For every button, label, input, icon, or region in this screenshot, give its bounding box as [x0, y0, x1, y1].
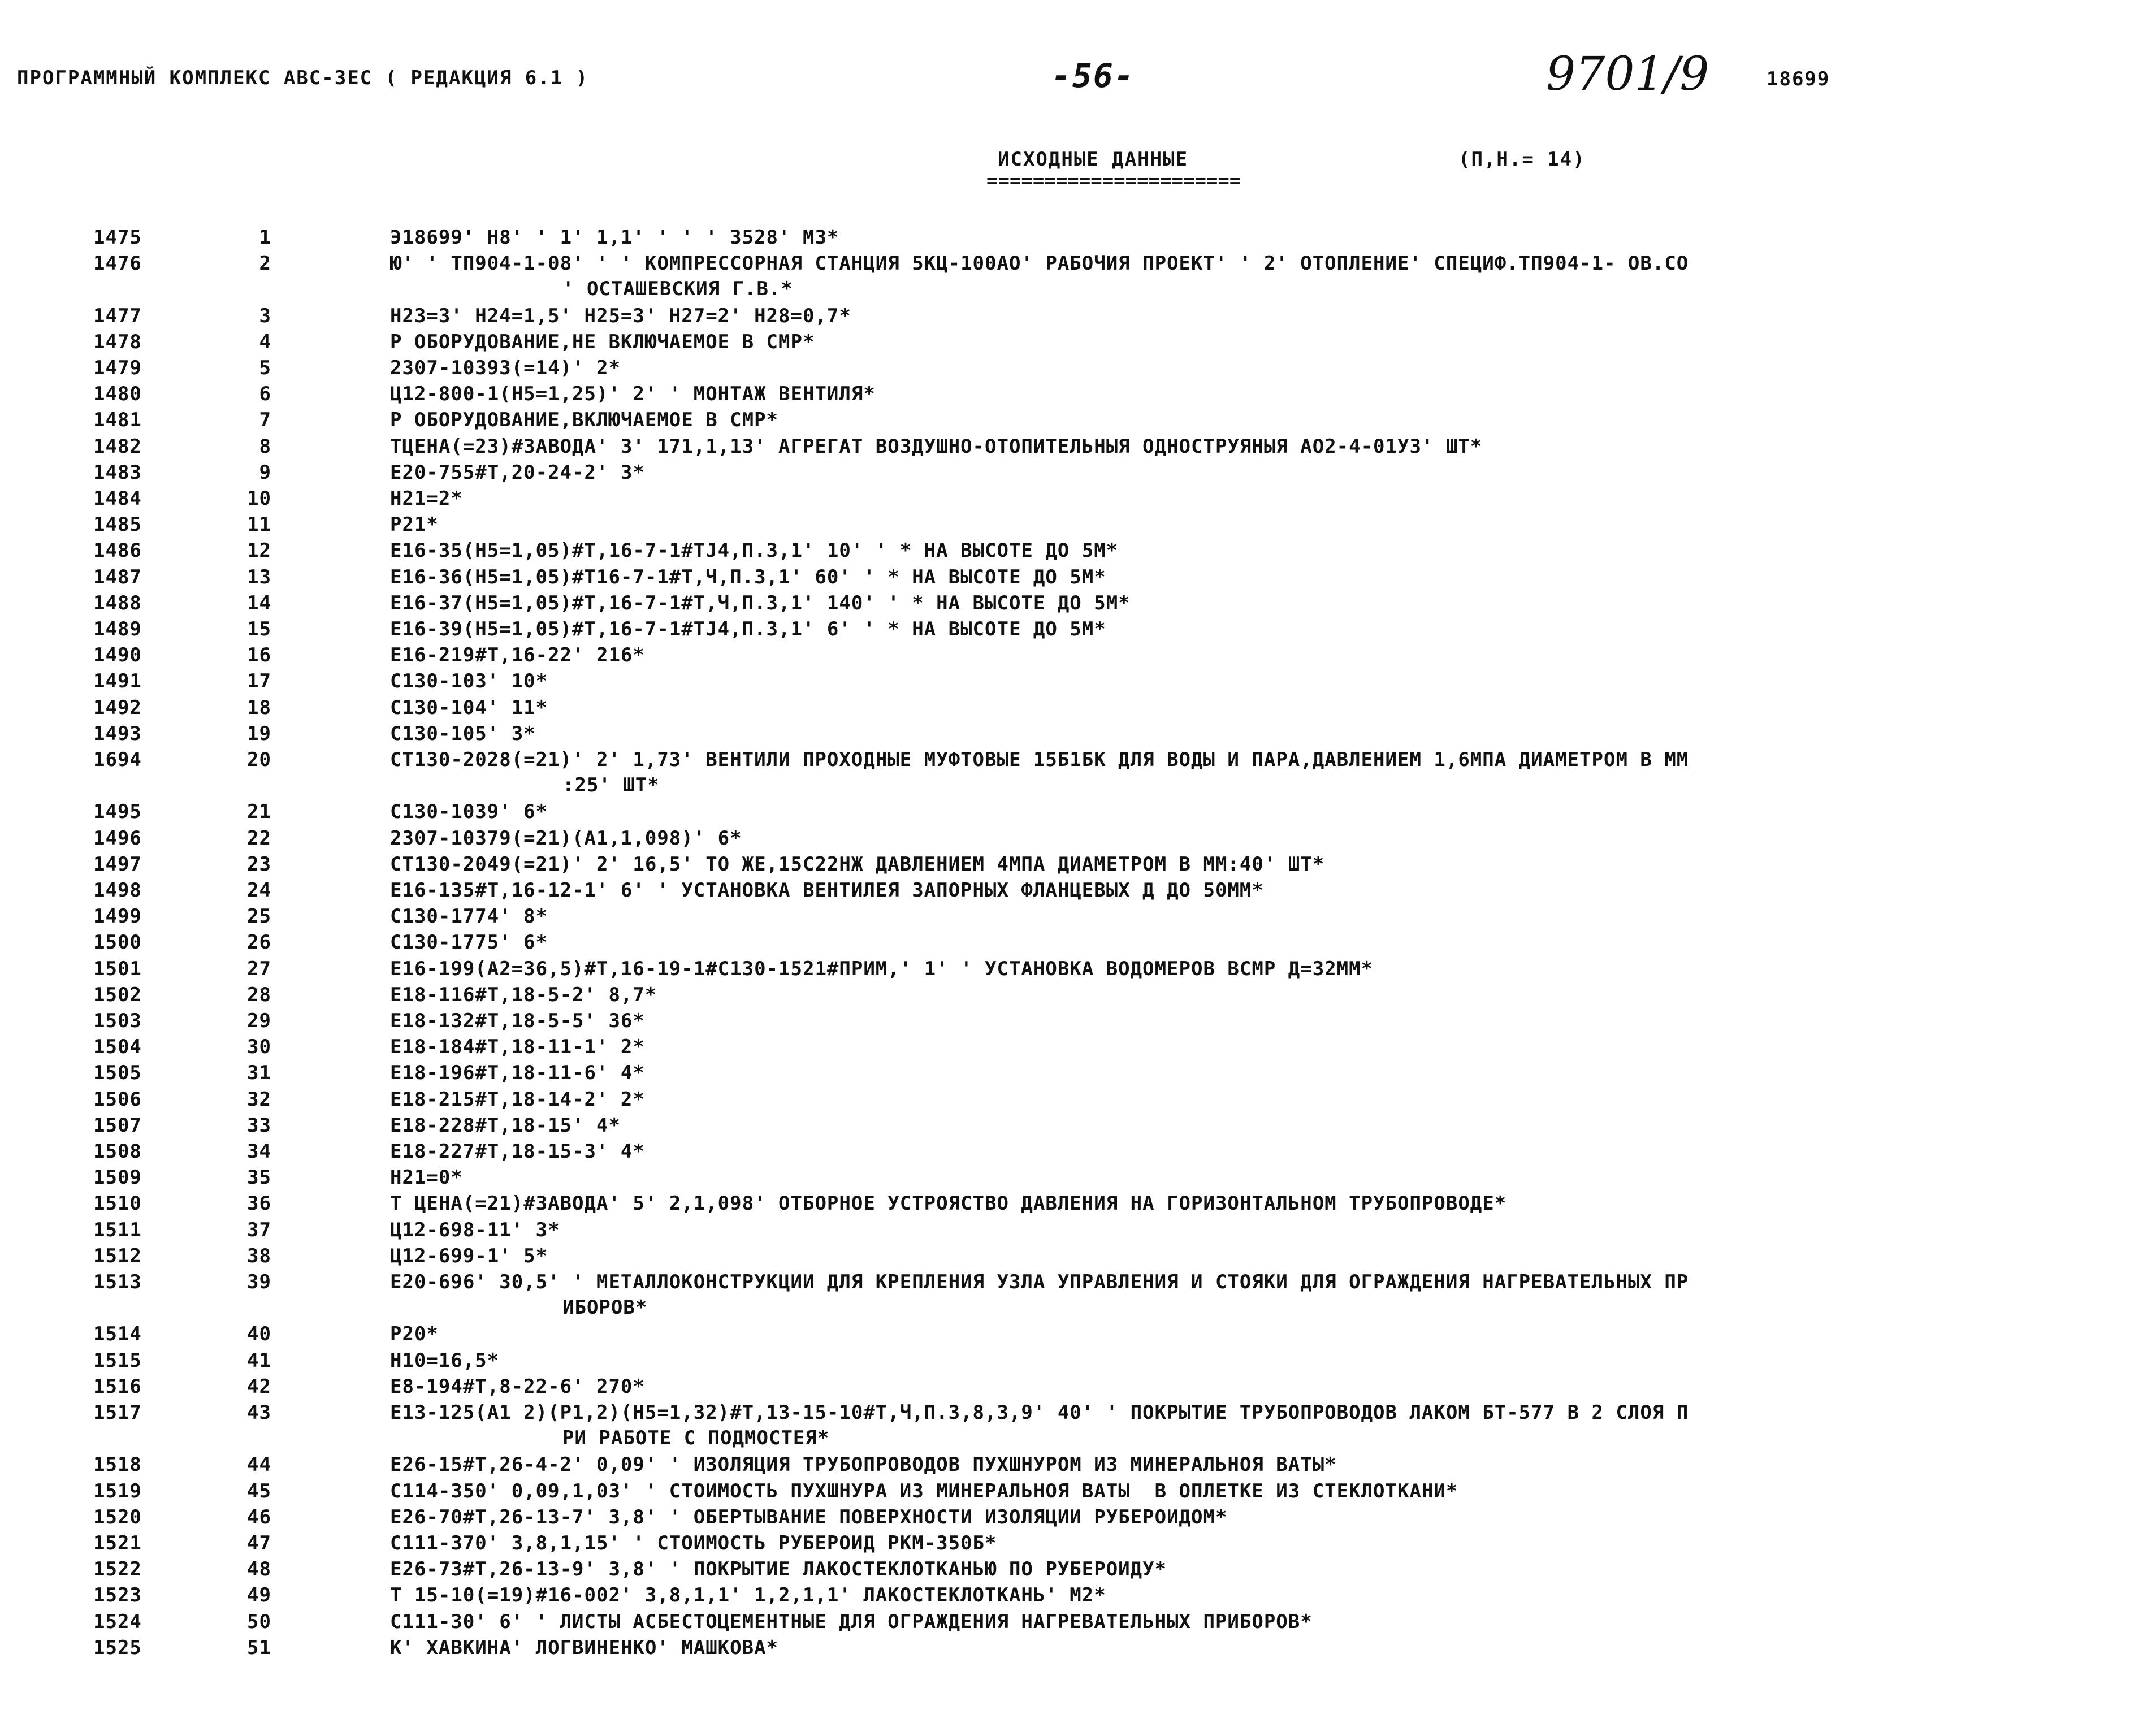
record-text: Е20-696' 30,5' ' МЕТАЛЛОКОНСТРУКЦИИ ДЛЯ КРЕПЛЕНИЯ УЗЛА УПРАВЛЕНИЯ И СТОЯКИ ДЛЯ ОГРАЖДЕНИЯ НАГРЕВАТЕЛЬНЫХ ПР [390, 1271, 1689, 1293]
sequence-number: 4 [259, 330, 271, 353]
line-number: 1510 [93, 1192, 142, 1215]
record-text: Е26-15#Т,26-4-2' 0,09' ' ИЗОЛЯЦИЯ ТРУБОПРОВОДОВ ПУХШНУРОМ ИЗ МИНЕРАЛЬНОЯ ВАТЫ* [390, 1453, 1337, 1477]
line-number: 1491 [93, 670, 142, 693]
record-text: Р ОБОРУДОВАНИЕ,ВКЛЮЧАЕМОЕ В СМР* [390, 409, 779, 432]
line-number: 1524 [93, 1610, 142, 1633]
record-text: 2307-10393(=14)' 2* [390, 357, 621, 379]
record-text: С130-1039' 6* [390, 800, 548, 824]
sequence-number: 17 [247, 670, 271, 693]
sequence-number: 40 [247, 1323, 271, 1346]
sequence-number: 47 [247, 1532, 271, 1555]
record-text: Н10=16,5* [390, 1349, 500, 1372]
sequence-number: 9 [259, 461, 271, 484]
line-number: 1516 [93, 1375, 142, 1398]
sequence-number: 3 [259, 304, 271, 327]
sequence-number: 5 [259, 357, 271, 379]
line-number: 1483 [93, 461, 142, 484]
line-number: 1512 [93, 1244, 142, 1267]
record-text: ТЦЕНА(=23)#ЗАВОДА' 3' 171,1,13' АГРЕГАТ ВОЗДУШНО-ОТОПИТЕЛЬНЫЯ ОДНОСТРУЯНЫЯ АО2-4-01УЗ' ШТ* [390, 435, 1483, 458]
line-number: 1497 [93, 852, 142, 876]
record-text: Р21* [390, 513, 439, 536]
record-text: Е16-36(Н5=1,05)#Т16-7-1#Т,Ч,П.3,1' 60' ' * НА ВЫСОТЕ ДО 5М* [390, 565, 1106, 588]
sequence-number: 25 [247, 905, 271, 928]
line-number: 1509 [93, 1166, 142, 1189]
line-number: 1492 [93, 696, 142, 719]
line-number: 1514 [93, 1323, 142, 1346]
record-text: Н23=3' Н24=1,5' Н25=3' Н27=2' Н28=0,7* [390, 304, 851, 327]
page-counter-label: (П,Н.= 14) [1458, 148, 1586, 171]
sequence-number: 12 [247, 539, 271, 562]
line-number: 1490 [93, 644, 142, 667]
line-number: 1495 [93, 800, 142, 824]
record-text: 2307-10379(=21)(А1,1,098)' 6* [390, 826, 742, 850]
line-number: 1480 [93, 383, 142, 406]
sequence-number: 51 [247, 1636, 271, 1659]
program-header: ПРОГРАММНЫЙ КОМПЛЕКС АВС-3ЕС ( РЕДАКЦИЯ 6.1 ) [17, 67, 589, 89]
line-number: 1493 [93, 722, 142, 745]
record-text: Р ОБОРУДОВАНИЕ,НЕ ВКЛЮЧАЕМОЕ В СМР* [390, 330, 815, 353]
record-text: Э18699' Н8' ' 1' 1,1' ' ' ' 3528' М3* [390, 226, 839, 249]
line-number: 1487 [93, 565, 142, 588]
line-number: 1498 [93, 879, 142, 902]
record-text: Е16-37(Н5=1,05)#Т,16-7-1#Т,Ч,П.3,1' 140' ' * НА ВЫСОТЕ ДО 5М* [390, 591, 1131, 614]
line-number: 1503 [93, 1010, 142, 1032]
line-number: 1486 [93, 539, 142, 562]
sequence-number: 35 [247, 1166, 271, 1189]
record-text: Е16-135#Т,16-12-1' 6' ' УСТАНОВКА ВЕНТИЛЕЯ ЗАПОРНЫХ ФЛАНЦЕВЫХ Д ДО 50ММ* [390, 879, 1264, 902]
sequence-number: 29 [247, 1010, 271, 1032]
record-text: Ц12-800-1(Н5=1,25)' 2' ' МОНТАЖ ВЕНТИЛЯ* [390, 383, 876, 406]
sequence-number: 22 [247, 826, 271, 850]
sequence-number: 32 [247, 1088, 271, 1111]
line-number: 1484 [93, 487, 142, 510]
record-text: Е18-228#Т,18-15' 4* [390, 1114, 621, 1137]
record-text: Р20* [390, 1323, 439, 1346]
record-text: Т ЦЕНА(=21)#ЗАВОДА' 5' 2,1,098' ОТБОРНОЕ УСТРОЯСТВО ДАВЛЕНИЯ НА ГОРИЗОНТАЛЬНОМ ТРУБОПРОВОДЕ* [390, 1192, 1507, 1215]
sequence-number: 33 [247, 1114, 271, 1137]
record-text: Е18-116#Т,18-5-2' 8,7* [390, 983, 657, 1006]
record-text: Е16-199(А2=36,5)#Т,16-19-1#С130-1521#ПРИМ,' 1' ' УСТАНОВКА ВОДОМЕРОВ ВСМР Д=32ММ* [390, 957, 1374, 980]
record-text: Е13-125(А1 2)(Р1,2)(Н5=1,32)#Т,13-15-10#Т,Ч,П.3,8,3,9' 40' ' ПОКРЫТИЕ ТРУБОПРОВОДОВ ЛАКОМ БТ-577 В 2 СЛОЯ П [390, 1401, 1689, 1424]
record-text: К' ХАВКИНА' ЛОГВИНЕНКО' МАШКОВА* [390, 1636, 779, 1659]
line-number: 1502 [93, 983, 142, 1006]
sequence-number: 13 [247, 565, 271, 588]
line-number: 1523 [93, 1584, 142, 1607]
record-text: Ц12-699-1' 5* [390, 1244, 548, 1267]
record-text: Ц12-698-11' 3* [390, 1218, 560, 1241]
sequence-number: 19 [247, 722, 271, 745]
line-number: 1477 [93, 304, 142, 327]
record-text: С130-104' 11* [390, 696, 548, 719]
sequence-number: 31 [247, 1062, 271, 1085]
line-number: 1519 [93, 1479, 142, 1503]
line-number: 1505 [93, 1062, 142, 1085]
line-number: 1479 [93, 357, 142, 379]
line-number: 1496 [93, 826, 142, 850]
sequence-number: 44 [247, 1453, 271, 1477]
sequence-number: 43 [247, 1401, 271, 1424]
document-code: 18699 [1767, 68, 1830, 90]
line-number: 1475 [93, 226, 142, 249]
sequence-number: 8 [259, 435, 271, 458]
sequence-number: 21 [247, 800, 271, 824]
line-number: 1521 [93, 1532, 142, 1555]
record-continuation: ИБОРОВ* [562, 1296, 648, 1319]
sequence-number: 49 [247, 1584, 271, 1607]
line-number: 1520 [93, 1505, 142, 1529]
record-text: Е18-227#Т,18-15-3' 4* [390, 1140, 645, 1163]
line-number: 1522 [93, 1558, 142, 1581]
sequence-number: 39 [247, 1271, 271, 1293]
sequence-number: 6 [259, 383, 271, 406]
record-continuation: РИ РАБОТЕ С ПОДМОСТЕЯ* [562, 1427, 830, 1449]
record-text: Н21=2* [390, 487, 463, 510]
record-text: С111-370' 3,8,1,15' ' СТОИМОСТЬ РУБЕРОИД РКМ-350Б* [390, 1532, 997, 1555]
record-text: С130-1775' 6* [390, 931, 548, 954]
sequence-number: 18 [247, 696, 271, 719]
record-text: Е18-132#Т,18-5-5' 36* [390, 1010, 645, 1032]
sequence-number: 36 [247, 1192, 271, 1215]
sequence-number: 34 [247, 1140, 271, 1163]
record-text: Е16-39(Н5=1,05)#Т,16-7-1#ТЈ4,П.3,1' 6' ' * НА ВЫСОТЕ ДО 5М* [390, 618, 1106, 640]
record-text: Е8-194#Т,8-22-6' 270* [390, 1375, 645, 1398]
line-number: 1482 [93, 435, 142, 458]
line-number: 1508 [93, 1140, 142, 1163]
line-number: 1513 [93, 1271, 142, 1293]
sequence-number: 7 [259, 409, 271, 432]
sequence-number: 26 [247, 931, 271, 954]
line-number: 1506 [93, 1088, 142, 1111]
sequence-number: 15 [247, 618, 271, 640]
sequence-number: 14 [247, 591, 271, 614]
sequence-number: 20 [247, 748, 271, 771]
line-number: 1489 [93, 618, 142, 640]
sequence-number: 37 [247, 1218, 271, 1241]
sequence-number: 1 [259, 226, 271, 249]
line-number: 1481 [93, 409, 142, 432]
sequence-number: 2 [259, 252, 271, 275]
line-number: 1499 [93, 905, 142, 928]
record-text: С130-105' 3* [390, 722, 536, 745]
sequence-number: 48 [247, 1558, 271, 1581]
line-number: 1488 [93, 591, 142, 614]
title-underline: ====================== [986, 170, 1241, 192]
page-number: -56- [1051, 57, 1135, 95]
sequence-number: 27 [247, 957, 271, 980]
line-number: 1485 [93, 513, 142, 536]
sequence-number: 38 [247, 1244, 271, 1267]
line-number: 1515 [93, 1349, 142, 1372]
line-number: 1476 [93, 252, 142, 275]
handwritten-note: 9701/9 [1546, 47, 1709, 101]
sequence-number: 24 [247, 879, 271, 902]
record-text: С114-350' 0,09,1,03' ' СТОИМОСТЬ ПУХШНУРА ИЗ МИНЕРАЛЬНОЯ ВАТЫ В ОПЛЕТКЕ ИЗ СТЕКЛОТКАНИ* [390, 1479, 1458, 1503]
record-text: СТ130-2049(=21)' 2' 16,5' ТО ЖЕ,15С22НЖ ДАВЛЕНИЕМ 4МПА ДИАМЕТРОМ В ММ:40' ШТ* [390, 852, 1325, 876]
record-continuation: :25' ШТ* [562, 774, 660, 796]
line-number: 1511 [93, 1218, 142, 1241]
line-number: 1517 [93, 1401, 142, 1424]
line-number: 1478 [93, 330, 142, 353]
record-text: Е18-215#Т,18-14-2' 2* [390, 1088, 645, 1111]
record-text: Е16-35(Н5=1,05)#Т,16-7-1#ТЈ4,П.3,1' 10' ' * НА ВЫСОТЕ ДО 5М* [390, 539, 1119, 562]
record-continuation: ' ОСТАШЕВСКИЯ Г.В.* [562, 278, 793, 301]
line-number: 1507 [93, 1114, 142, 1137]
line-number: 1500 [93, 931, 142, 954]
sequence-number: 45 [247, 1479, 271, 1503]
record-text: Е16-219#Т,16-22' 216* [390, 644, 645, 667]
record-text: Е18-196#Т,18-11-6' 4* [390, 1062, 645, 1085]
sequence-number: 10 [247, 487, 271, 510]
record-text: Т 15-10(=19)#16-002' 3,8,1,1' 1,2,1,1' ЛАКОСТЕКЛОТКАНЬ' М2* [390, 1584, 1106, 1607]
record-text: Е26-73#Т,26-13-9' 3,8' ' ПОКРЫТИЕ ЛАКОСТЕКЛОТКАНЬЮ ПО РУБЕРОИДУ* [390, 1558, 1167, 1581]
record-text: Е26-70#Т,26-13-7' 3,8' ' ОБЕРТЫВАНИЕ ПОВЕРХНОСТИ ИЗОЛЯЦИИ РУБЕРОИДОМ* [390, 1505, 1228, 1529]
section-title: ИСХОДНЫЕ ДАННЫЕ [998, 148, 1189, 171]
record-text: С130-1774' 8* [390, 905, 548, 928]
record-text: Н21=0* [390, 1166, 463, 1189]
record-text: Е18-184#Т,18-11-1' 2* [390, 1036, 645, 1059]
sequence-number: 50 [247, 1610, 271, 1633]
line-number: 1525 [93, 1636, 142, 1659]
record-text: СТ130-2028(=21)' 2' 1,73' ВЕНТИЛИ ПРОХОДНЫЕ МУФТОВЫЕ 15Б1БК ДЛЯ ВОДЫ И ПАРА,ДАВЛЕНИЕМ 1,6МПА ДИАМЕТРОМ В ММ [390, 748, 1689, 771]
line-number: 1694 [93, 748, 142, 771]
sequence-number: 41 [247, 1349, 271, 1372]
sequence-number: 16 [247, 644, 271, 667]
sequence-number: 11 [247, 513, 271, 536]
record-text: Ю' ' ТП904-1-08' ' ' КОМПРЕССОРНАЯ СТАНЦИЯ 5КЦ-100АО' РАБОЧИЯ ПРОЕКТ' ' 2' ОТОПЛЕНИЕ' СПЕЦИФ.ТП904-1- ОВ.СО [390, 252, 1689, 275]
sequence-number: 28 [247, 983, 271, 1006]
record-text: Е20-755#Т,20-24-2' 3* [390, 461, 645, 484]
sequence-number: 46 [247, 1505, 271, 1529]
line-number: 1504 [93, 1036, 142, 1059]
record-text: С130-103' 10* [390, 670, 548, 693]
line-number: 1518 [93, 1453, 142, 1477]
line-number: 1501 [93, 957, 142, 980]
sequence-number: 30 [247, 1036, 271, 1059]
sequence-number: 42 [247, 1375, 271, 1398]
record-text: С111-30' 6' ' ЛИСТЫ АСБЕСТОЦЕМЕНТНЫЕ ДЛЯ ОГРАЖДЕНИЯ НАГРЕВАТЕЛЬНЫХ ПРИБОРОВ* [390, 1610, 1313, 1633]
sequence-number: 23 [247, 852, 271, 876]
